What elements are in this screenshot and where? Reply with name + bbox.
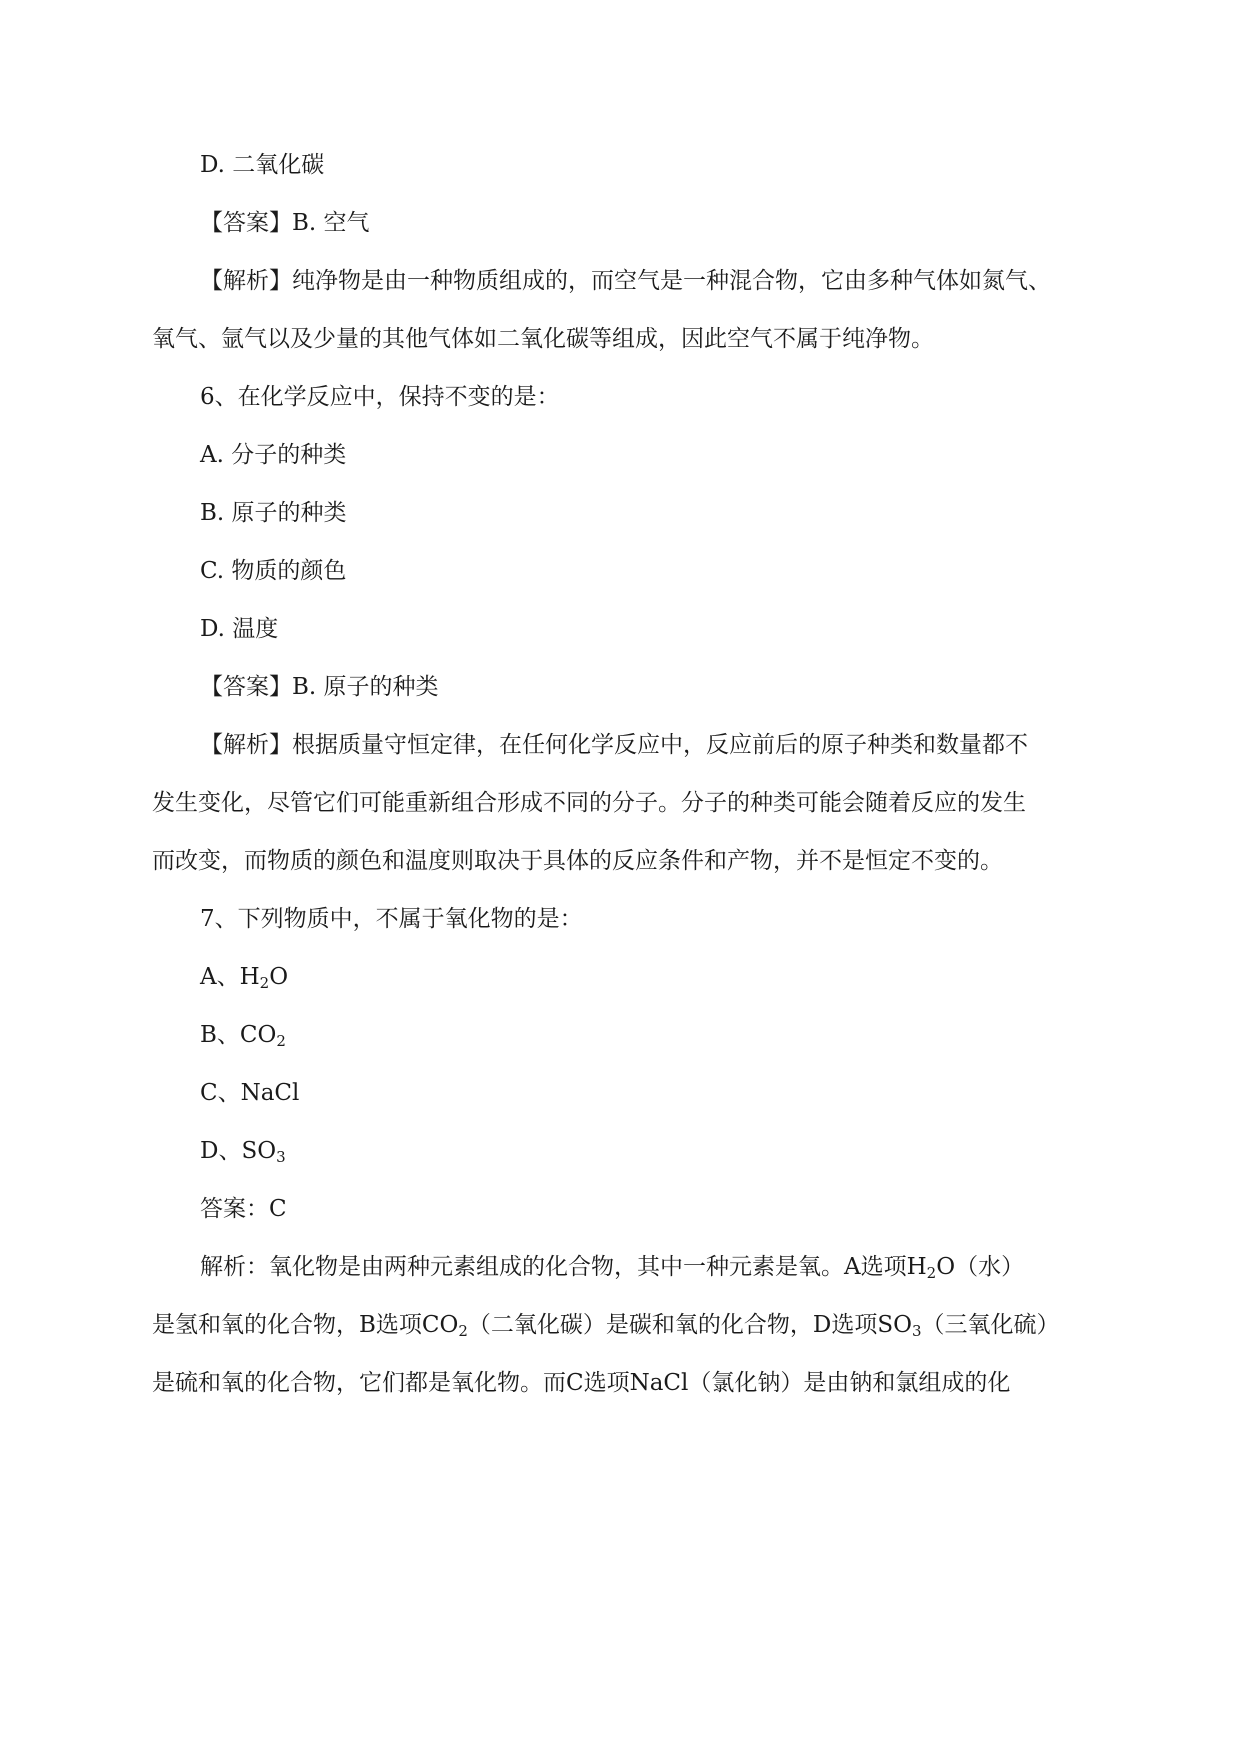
q7-explanation-line1 [200, 1252, 1024, 1282]
q7-expl2-sub1: 2 [458, 1322, 468, 1340]
q7-explanation-line2 [152, 1310, 1060, 1340]
q6-question: 6、在化学反应中，保持不变的是： [200, 384, 560, 410]
q7-expl2-b: （二氧化碳）是碳和氧的化合物，D选项SO [467, 1312, 912, 1338]
q6-option-a: A. 分子的种类 [200, 442, 347, 468]
q7-expl2-sub2: 3 [911, 1322, 922, 1340]
q7-expl1-a: 解析：氧化物是由两种元素组成的化合物，其中一种元素是氧。A选项H [200, 1254, 927, 1280]
q6-option-b: B. 原子的种类 [200, 500, 347, 526]
q7-option-b-prefix: B、CO [200, 1022, 277, 1048]
q7-option-b [200, 1020, 286, 1050]
q7-option-d-sub: 3 [276, 1148, 286, 1166]
q7-option-c: C、NaCl [200, 1080, 300, 1106]
q7-option-a-suffix: O [269, 964, 289, 990]
q5-explanation-line1: 【解析】纯净物是由一种物质组成的，而空气是一种混合物，它由多种气体如氮气、 [200, 268, 1051, 294]
q7-option-d [200, 1136, 286, 1166]
q6-option-c: C. 物质的颜色 [200, 558, 347, 584]
q7-expl2-a: 是氢和氧的化合物，B选项CO [152, 1312, 459, 1338]
q7-answer: 答案：C [200, 1196, 287, 1222]
q6-explanation-line2: 发生变化，尽管它们可能重新组合形成不同的分子。分子的种类可能会随着反应的发生 [152, 790, 1026, 816]
q6-option-d: D. 温度 [200, 616, 279, 642]
q6-explanation-line1: 【解析】根据质量守恒定律，在任何化学反应中，反应前后的原子种类和数量都不 [200, 732, 1028, 758]
q7-option-a-sub: 2 [259, 974, 270, 992]
q7-option-a-prefix: A、H [200, 964, 260, 990]
q5-explanation-line2: 氧气、氩气以及少量的其他气体如二氧化碳等组成，因此空气不属于纯净物。 [152, 326, 934, 352]
q7-question: 7、下列物质中，不属于氧化物的是： [200, 906, 583, 932]
q5-answer: 【答案】B. 空气 [200, 210, 370, 236]
q7-option-a [200, 962, 288, 992]
q7-option-d-prefix: D、SO [200, 1138, 277, 1164]
q6-explanation-line3: 而改变，而物质的颜色和温度则取决于具体的反应条件和产物，并不是恒定不变的。 [152, 848, 1003, 874]
q6-answer: 【答案】B. 原子的种类 [200, 674, 439, 700]
q7-expl1-b: O（水） [936, 1254, 1025, 1280]
q7-explanation-line3: 是硫和氧的化合物，它们都是氧化物。而C选项NaCl（氯化钠）是由钠和氯组成的化 [152, 1370, 1011, 1396]
q7-option-b-sub: 2 [276, 1032, 286, 1050]
q5-option-d: D. 二氧化碳 [200, 152, 325, 178]
q7-expl2-c: （三氧化硫） [921, 1312, 1060, 1338]
q7-expl1-sub: 2 [926, 1264, 937, 1282]
